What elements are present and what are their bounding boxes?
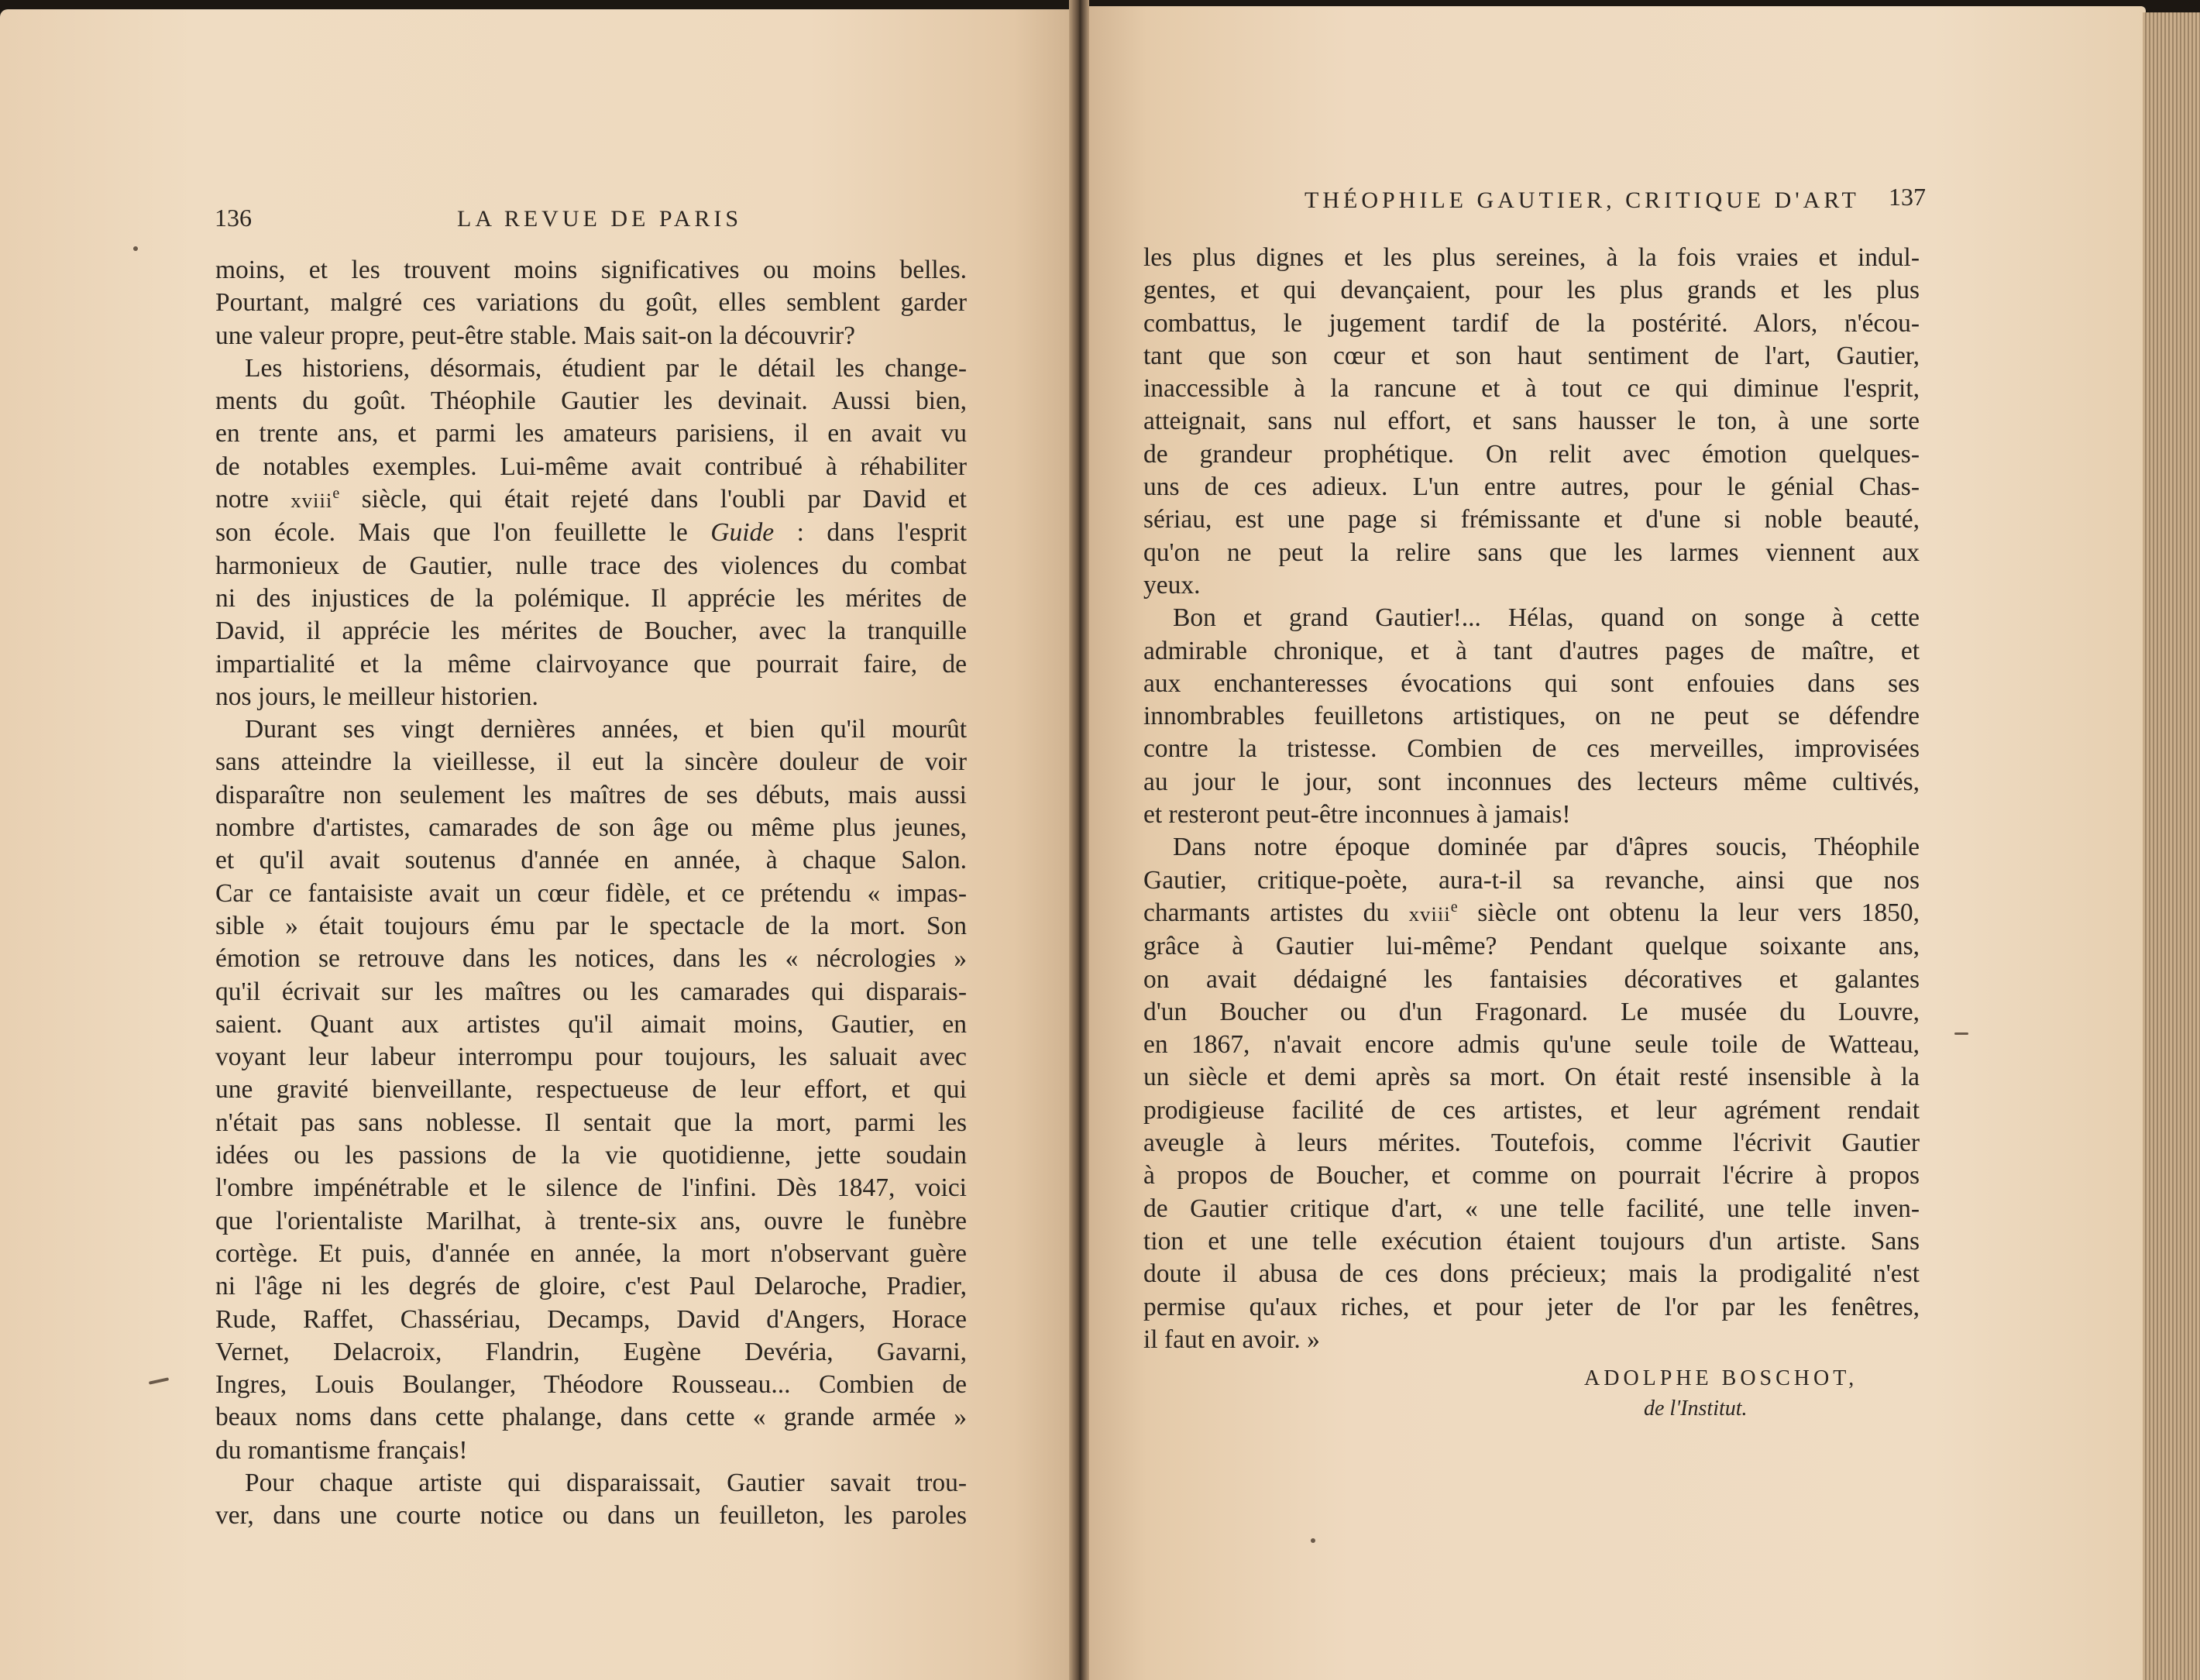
text-line: atteignait, sans nul effort, et sans hausser le ton, à une sorte xyxy=(1143,407,1920,436)
text-line: charmants artistes du xviii$^e$ siècle ont obtenu la leur vers 1850, xyxy=(1143,898,1920,927)
text-line: d'un Boucher ou d'un Fragonard. Le musée du Louvre, xyxy=(1143,997,1920,1026)
text-line: ni l'âge ni les degrés de gloire, c'est Paul Delaroche, Pradier, xyxy=(215,1272,967,1301)
text-line: nos jours, le meilleur historien. xyxy=(215,682,538,711)
running-header-right: THÉOPHILE GAUTIER, CRITIQUE D'ART xyxy=(1305,187,1860,213)
text-line: Bon et grand Gautier!... Hélas, quand on songe à cette xyxy=(1173,603,1920,633)
text-line: un siècle et demi après sa mort. On était resté insensible à la xyxy=(1143,1063,1920,1092)
right-page xyxy=(1083,6,2146,1680)
text-line: contre la tristesse. Combien de ces merveilles, improvisées xyxy=(1143,734,1920,764)
text-line: Pour chaque artiste qui disparaissait, Gautier savait trou- xyxy=(245,1468,967,1497)
running-header-left: LA REVUE DE PARIS xyxy=(457,206,743,232)
text-line: impartialité et la même clairvoyance que pourrait faire, de xyxy=(215,649,967,679)
text-line: admirable chronique, et à tant d'autres pages de maître, et xyxy=(1143,636,1920,665)
text-line: Gautier, critique-poète, aura-t-il sa revanche, ainsi que nos xyxy=(1143,865,1920,895)
text-line: du romantisme français! xyxy=(215,1435,468,1465)
text-line: harmonieux de Gautier, nulle trace des violences du combat xyxy=(215,551,967,580)
text-line: en 1867, n'avait encore admis qu'une seule toile de Watteau, xyxy=(1143,1030,1920,1060)
text-line: ver, dans une courte notice ou dans un feuilleton, les paroles xyxy=(215,1501,967,1531)
text-line: doute il abusa de ces dons précieux; mais la prodigalité n'est xyxy=(1143,1259,1920,1289)
text-line: il faut en avoir. » xyxy=(1143,1324,1320,1354)
text-line: que l'orientaliste Marilhat, à trente-six ans, ouvre le funèbre xyxy=(215,1206,967,1235)
book-gutter xyxy=(1069,0,1089,1680)
text-line: de notables exemples. Lui-même avait contribué à réhabiliter xyxy=(215,452,967,481)
text-line: nombre d'artistes, camarades de son âge ou même plus jeunes, xyxy=(215,813,967,843)
text-line: Durant ses vingt dernières années, et bien qu'il mourût xyxy=(245,715,967,744)
page-number-right: 137 xyxy=(1889,183,1926,211)
text-line: sible » était toujours ému par le spectacle de la mort. Son xyxy=(215,911,967,940)
text-line: de Gautier critique d'art, « une telle facilité, une telle inven- xyxy=(1143,1194,1920,1223)
body-text-right xyxy=(1143,242,1920,1356)
text-line: tion et une telle exécution étaient toujours d'un artiste. Sans xyxy=(1143,1226,1920,1256)
text-line: de grandeur prophétique. On relit avec émotion quelques- xyxy=(1143,439,1920,469)
text-line: prodigieuse facilité de ces artistes, et leur agrément rendait xyxy=(1143,1095,1920,1125)
text-line: saient. Quant aux artistes qu'il aimait moins, Gautier, en xyxy=(215,1009,967,1039)
page-edges xyxy=(2143,12,2200,1680)
text-line: son école. Mais que l'on feuillette le Guide : dans l'esprit xyxy=(215,518,968,548)
body-text-left xyxy=(215,254,967,1533)
text-line: ni des injustices de la polémique. Il apprécie les mérites de xyxy=(215,583,967,613)
text-line: à propos de Boucher, et comme on pourrait l'écrire à propos xyxy=(1143,1161,1920,1190)
signature-name: ADOLPHE BOSCHOT, xyxy=(1584,1366,1858,1390)
text-line: beaux noms dans cette phalange, dans cette « grande armée » xyxy=(215,1403,967,1432)
text-line: notre xviii$^e$ siècle, qui était rejeté dans l'oubli par David et xyxy=(215,484,967,514)
text-line: Ingres, Louis Boulanger, Théodore Rousseau... Combien de xyxy=(215,1370,967,1400)
text-line: idées ou les passions de la vie quotidienne, jette soudain xyxy=(215,1141,967,1170)
text-line: ments du goût. Théophile Gautier les devinait. Aussi bien, xyxy=(215,387,967,416)
text-line: cortège. Et puis, d'année en année, la mort n'observant guère xyxy=(215,1239,967,1268)
text-line: voyant leur labeur interrompu pour toujours, les saluait avec xyxy=(215,1043,967,1072)
text-line: une valeur propre, peut-être stable. Mais sait-on la découvrir? xyxy=(215,321,856,350)
text-line: une gravité bienveillante, respectueuse de leur effort, et qui xyxy=(215,1075,967,1105)
text-line: émotion se retrouve dans les notices, dans les « nécrologies » xyxy=(215,944,967,974)
text-line: aveugle à leurs mérites. Toutefois, comme l'écrivit Gautier xyxy=(1143,1129,1920,1158)
text-line: permise qu'aux riches, et pour jeter de l'or par les fenêtres, xyxy=(1143,1292,1920,1321)
signature-affiliation: de l'Institut. xyxy=(1644,1397,1748,1421)
text-line: uns de ces adieux. L'un entre autres, pour le génial Chas- xyxy=(1143,472,1920,502)
text-line: Rude, Raffet, Chassériau, Decamps, David d'Angers, Horace xyxy=(215,1304,967,1334)
page-number-left: 136 xyxy=(215,204,252,232)
text-line: en trente ans, et parmi les amateurs parisiens, il en avait vu xyxy=(215,419,967,448)
text-line: sériau, est une page si frémissante et d'une si noble beauté, xyxy=(1143,505,1920,534)
text-line: et qu'il avait soutenus d'année en année, à chaque Salon. xyxy=(215,846,967,875)
text-line: yeux. xyxy=(1143,570,1201,600)
text-line: tant que son cœur et son haut sentiment de l'art, Gautier, xyxy=(1143,341,1920,370)
text-line: innombrables feuilletons artistiques, on ne peut se défendre xyxy=(1143,702,1920,731)
text-line: les plus dignes et les plus sereines, à la fois vraies et indul- xyxy=(1143,243,1920,272)
text-line: combattus, le jugement tardif de la postérité. Alors, n'écou- xyxy=(1143,308,1920,338)
text-line: n'était pas sans noblesse. Il sentait que la mort, parmi les xyxy=(215,1108,967,1137)
text-line: au jour le jour, sont inconnues des lecteurs même cultivés, xyxy=(1143,767,1920,796)
paper-speck xyxy=(1311,1538,1315,1543)
text-line: on avait dédaigné les fantaisies décoratives et galantes xyxy=(1143,964,1920,994)
text-line: qu'il écrivait sur les maîtres ou les camarades qui disparais- xyxy=(215,977,967,1006)
text-line: qu'on ne peut la relire sans que les larmes viennent aux xyxy=(1143,538,1920,567)
text-line: sans atteindre la vieillesse, il eut la sincère douleur de voir xyxy=(215,747,967,777)
paper-speck xyxy=(1954,1032,1968,1035)
text-line: moins, et les trouvent moins significatives ou moins belles. xyxy=(215,256,967,284)
text-line: Vernet, Delacroix, Flandrin, Eugène Devéria, Gavarni, xyxy=(215,1337,967,1366)
text-line: David, il apprécie les mérites de Boucher, avec la tranquille xyxy=(215,617,967,646)
text-line: Les historiens, désormais, étudient par le détail les change- xyxy=(245,353,967,383)
left-page xyxy=(0,9,1078,1680)
text-line: aux enchanteresses évocations qui sont enfouies dans ses xyxy=(1143,668,1920,698)
text-line: Dans notre époque dominée par d'âpres soucis, Théophile xyxy=(1173,833,1920,862)
text-line: grâce à Gautier lui-même? Pendant quelque soixante ans, xyxy=(1143,932,1920,961)
text-line: inaccessible à la rancune et à tout ce qui diminue l'esprit, xyxy=(1143,374,1920,404)
paper-speck xyxy=(133,246,138,251)
text-line: et resteront peut-être inconnues à jamais! xyxy=(1143,800,1571,830)
text-line: Car ce fantaisiste avait un cœur fidèle, et ce prétendu « impas- xyxy=(215,878,967,908)
text-line: Pourtant, malgré ces variations du goût, elles semblent garder xyxy=(215,288,967,318)
text-line: gentes, et qui devançaient, pour les plus grands et les plus xyxy=(1143,276,1920,305)
text-line: disparaître non seulement les maîtres de ses débuts, mais aussi xyxy=(215,780,967,809)
text-line: l'ombre impénétrable et le silence de l'infini. Dès 1847, voici xyxy=(215,1173,967,1203)
